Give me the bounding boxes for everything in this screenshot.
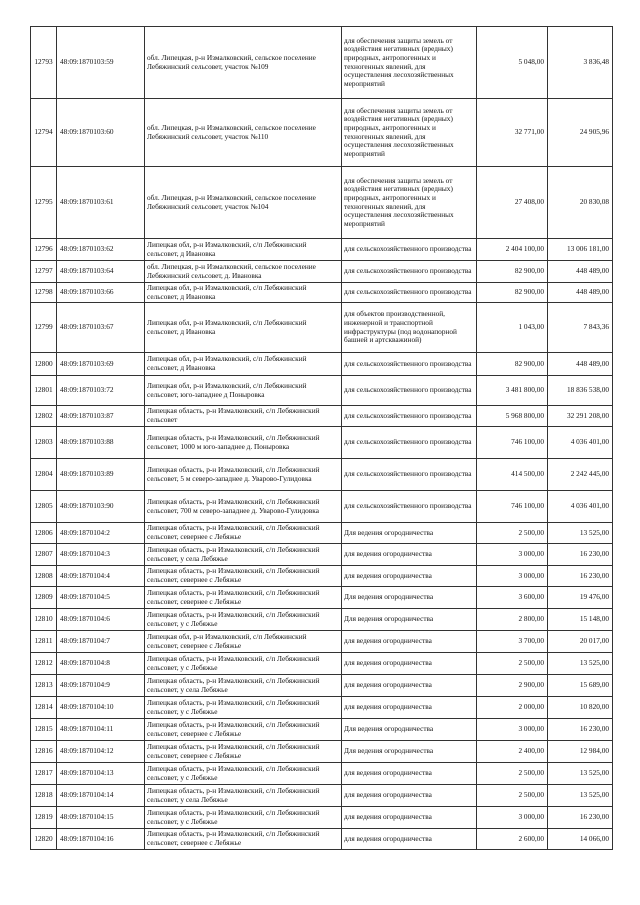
table-row	[31, 587, 613, 609]
cadastral-number: 48:09:1870104:15	[57, 807, 145, 829]
cadastral-value: 13 525,00	[548, 523, 613, 544]
permitted-use: для сельскохозяйственного производства	[342, 427, 477, 459]
table-row	[31, 491, 613, 523]
cadastral-value: 13 525,00	[548, 653, 613, 675]
row-number: 12803	[31, 427, 57, 459]
row-number: 12820	[31, 829, 57, 850]
table-row	[31, 239, 613, 261]
cadastral-value: 4 036 401,00	[548, 427, 613, 459]
table-row	[31, 763, 613, 785]
table-row	[31, 523, 613, 544]
permitted-use: Для ведения огородничества	[342, 523, 477, 544]
cadastral-number: 48:09:1870104:12	[57, 741, 145, 763]
plot-area: 2 500,00	[477, 763, 548, 785]
cadastral-number: 48:09:1870103:67	[57, 303, 145, 353]
row-number: 12801	[31, 376, 57, 406]
table-row	[31, 427, 613, 459]
plot-area: 2 404 100,00	[477, 239, 548, 261]
table-row	[31, 303, 613, 353]
permitted-use: для сельскохозяйственного производства	[342, 261, 477, 283]
cadastral-number: 48:09:1870103:69	[57, 353, 145, 376]
row-number: 12809	[31, 587, 57, 609]
permitted-use: для обеспечения защиты земель от воздействия негативных (вредных) природных, антропогенных и техногенных явлений, для осуществления лесохозяйственных мероприятий	[342, 99, 477, 167]
row-number: 12815	[31, 719, 57, 741]
plot-area: 3 000,00	[477, 807, 548, 829]
plot-address: Липецкая область, р-н Измалковский, с/п Лебяжинский сельсовет, 700 м северо-западнее д. Уварово-Гулидовка	[145, 491, 342, 523]
row-number: 12807	[31, 544, 57, 566]
plot-address: обл. Липецкая, р-н Измалковский, сельское поселение Лебяжинский сельсовет, участок №109	[145, 27, 342, 99]
plot-area: 5 048,00	[477, 27, 548, 99]
cadastral-number: 48:09:1870104:2	[57, 523, 145, 544]
plot-area: 82 900,00	[477, 283, 548, 303]
row-number: 12819	[31, 807, 57, 829]
cadastral-number: 48:09:1870104:5	[57, 587, 145, 609]
cadastral-number: 48:09:1870104:3	[57, 544, 145, 566]
cadastral-number: 48:09:1870103:88	[57, 427, 145, 459]
plot-address: Липецкая область, р-н Измалковский, с/п Лебяжинский сельсовет, севернее с Лебяжье	[145, 829, 342, 850]
permitted-use: для ведения огородничества	[342, 829, 477, 850]
cadastral-number: 48:09:1870103:64	[57, 261, 145, 283]
row-number: 12793	[31, 27, 57, 99]
table-row	[31, 261, 613, 283]
cadastral-value: 20 830,08	[548, 167, 613, 239]
table-row	[31, 675, 613, 697]
permitted-use: Для ведения огородничества	[342, 719, 477, 741]
cadastral-number: 48:09:1870104:16	[57, 829, 145, 850]
cadastral-value: 16 230,00	[548, 807, 613, 829]
table-row	[31, 283, 613, 303]
permitted-use: Для ведения огородничества	[342, 587, 477, 609]
row-number: 12812	[31, 653, 57, 675]
cadastral-value: 12 984,00	[548, 741, 613, 763]
plot-address: Липецкая область, р-н Измалковский, с/п Лебяжинский сельсовет, севернее с Лебяжье	[145, 587, 342, 609]
table-body	[31, 27, 613, 850]
plot-area: 27 408,00	[477, 167, 548, 239]
table-row	[31, 376, 613, 406]
permitted-use: для ведения огородничества	[342, 697, 477, 719]
permitted-use: для сельскохозяйственного производства	[342, 491, 477, 523]
permitted-use: для ведения огородничества	[342, 566, 477, 587]
cadastral-number: 48:09:1870103:59	[57, 27, 145, 99]
row-number: 12800	[31, 353, 57, 376]
permitted-use: Для ведения огородничества	[342, 609, 477, 631]
plot-area: 1 043,00	[477, 303, 548, 353]
table-row	[31, 829, 613, 850]
permitted-use: для ведения огородничества	[342, 785, 477, 807]
cadastral-number: 48:09:1870103:90	[57, 491, 145, 523]
row-number: 12806	[31, 523, 57, 544]
cadastral-number: 48:09:1870103:61	[57, 167, 145, 239]
plot-address: Липецкая область, р-н Измалковский, с/п Лебяжинский сельсовет, 5 м северо-западнее д. Уварово-Гулидовка	[145, 459, 342, 491]
plot-address: Липецкая область, р-н Измалковский, с/п Лебяжинский сельсовет, 1000 м юго-западнее д. Поныровка	[145, 427, 342, 459]
permitted-use: для ведения огородничества	[342, 544, 477, 566]
plot-area: 82 900,00	[477, 261, 548, 283]
row-number: 12811	[31, 631, 57, 653]
permitted-use: для сельскохозяйственного производства	[342, 353, 477, 376]
cadastral-value: 13 006 181,00	[548, 239, 613, 261]
cadastral-value: 13 525,00	[548, 763, 613, 785]
cadastral-number: 48:09:1870103:66	[57, 283, 145, 303]
table-row	[31, 653, 613, 675]
cadastral-value: 448 489,00	[548, 261, 613, 283]
table-row	[31, 631, 613, 653]
cadastral-number: 48:09:1870104:8	[57, 653, 145, 675]
table-row	[31, 719, 613, 741]
row-number: 12799	[31, 303, 57, 353]
cadastral-number: 48:09:1870104:9	[57, 675, 145, 697]
plot-area: 82 900,00	[477, 353, 548, 376]
permitted-use: для сельскохозяйственного производства	[342, 406, 477, 427]
plot-address: Липецкая обл, р-н Измалковский, с/п Лебяжинский сельсовет, д Ивановка	[145, 239, 342, 261]
permitted-use: для сельскохозяйственного производства	[342, 239, 477, 261]
table-row	[31, 459, 613, 491]
permitted-use: для сельскохозяйственного производства	[342, 283, 477, 303]
plot-area: 746 100,00	[477, 427, 548, 459]
plot-address: Липецкая область, р-н Измалковский, с/п Лебяжинский сельсовет, севернее с Лебяжье	[145, 719, 342, 741]
row-number: 12816	[31, 741, 57, 763]
cadastral-value: 13 525,00	[548, 785, 613, 807]
table-row	[31, 27, 613, 99]
row-number: 12804	[31, 459, 57, 491]
cadastral-value: 10 820,00	[548, 697, 613, 719]
row-number: 12802	[31, 406, 57, 427]
row-number: 12813	[31, 675, 57, 697]
cadastral-value: 16 230,00	[548, 544, 613, 566]
plot-address: Липецкая область, р-н Измалковский, с/п Лебяжинский сельсовет, у с Лебяжье	[145, 763, 342, 785]
cadastral-value: 7 843,36	[548, 303, 613, 353]
plot-area: 3 600,00	[477, 587, 548, 609]
plot-address: Липецкая область, р-н Измалковский, с/п Лебяжинский сельсовет, у села Лебяжье	[145, 544, 342, 566]
plot-area: 2 500,00	[477, 785, 548, 807]
cadastral-number: 48:09:1870104:14	[57, 785, 145, 807]
permitted-use: Для ведения огородничества	[342, 741, 477, 763]
plot-address: Липецкая обл, р-н Измалковский, с/п Лебяжинский сельсовет, севернее с Лебяжье	[145, 631, 342, 653]
cadastral-number: 48:09:1870103:87	[57, 406, 145, 427]
plot-area: 3 000,00	[477, 566, 548, 587]
plot-address: Липецкая область, р-н Измалковский, с/п Лебяжинский сельсовет, у села Лебяжье	[145, 675, 342, 697]
plot-address: обл. Липецкая, р-н Измалковский, сельское поселение Лебяжинский сельсовет, участок №110	[145, 99, 342, 167]
permitted-use: для обеспечения защиты земель от воздействия негативных (вредных) природных, антропогенных и техногенных явлений, для осуществления лесохозяйственных мероприятий	[342, 27, 477, 99]
plot-area: 3 000,00	[477, 719, 548, 741]
cadastral-value: 14 066,00	[548, 829, 613, 850]
table-row	[31, 406, 613, 427]
plot-address: Липецкая область, р-н Измалковский, с/п Лебяжинский сельсовет	[145, 406, 342, 427]
plot-area: 414 500,00	[477, 459, 548, 491]
plot-address: Липецкая обл, р-н Измалковский, с/п Лебяжинский сельсовет, д Ивановка	[145, 353, 342, 376]
plot-address: Липецкая область, р-н Измалковский, с/п Лебяжинский сельсовет, севернее с Лебяжье	[145, 741, 342, 763]
row-number: 12818	[31, 785, 57, 807]
plot-area: 3 000,00	[477, 544, 548, 566]
plot-area: 2 000,00	[477, 697, 548, 719]
permitted-use: для сельскохозяйственного производства	[342, 376, 477, 406]
plot-address: Липецкая область, р-н Измалковский, с/п Лебяжинский сельсовет, у с Лебяжье	[145, 697, 342, 719]
row-number: 12794	[31, 99, 57, 167]
row-number: 12810	[31, 609, 57, 631]
permitted-use: для ведения огородничества	[342, 653, 477, 675]
cadastral-number: 48:09:1870104:11	[57, 719, 145, 741]
cadastral-number: 48:09:1870103:60	[57, 99, 145, 167]
plot-area: 2 600,00	[477, 829, 548, 850]
cadastral-value: 448 489,00	[548, 283, 613, 303]
plot-area: 3 700,00	[477, 631, 548, 653]
permitted-use: для объектов производственной, инженерной и транспортной инфраструктуры (под водонапорной башней и артскважиной)	[342, 303, 477, 353]
table-row	[31, 566, 613, 587]
cadastral-value: 20 017,00	[548, 631, 613, 653]
land-plots-table	[30, 26, 613, 850]
cadastral-number: 48:09:1870104:10	[57, 697, 145, 719]
cadastral-value: 4 036 401,00	[548, 491, 613, 523]
cadastral-value: 15 689,00	[548, 675, 613, 697]
plot-address: Липецкая область, р-н Измалковский, с/п Лебяжинский сельсовет, у с Лебяжье	[145, 807, 342, 829]
plot-area: 5 968 800,00	[477, 406, 548, 427]
plot-address: Липецкая обл, р-н Измалковский, с/п Лебяжинский сельсовет, д Ивановка	[145, 303, 342, 353]
cadastral-value: 448 489,00	[548, 353, 613, 376]
plot-area: 746 100,00	[477, 491, 548, 523]
cadastral-value: 15 148,00	[548, 609, 613, 631]
cadastral-number: 48:09:1870103:62	[57, 239, 145, 261]
cadastral-number: 48:09:1870104:7	[57, 631, 145, 653]
plot-address: Липецкая область, р-н Измалковский, с/п Лебяжинский сельсовет, у с Лебяжье	[145, 609, 342, 631]
plot-area: 2 400,00	[477, 741, 548, 763]
row-number: 12814	[31, 697, 57, 719]
row-number: 12795	[31, 167, 57, 239]
table-row	[31, 353, 613, 376]
permitted-use: для ведения огородничества	[342, 675, 477, 697]
plot-area: 2 500,00	[477, 523, 548, 544]
plot-address: обл. Липецкая, р-н Измалковский, сельское поселение Лебяжинский сельсовет, участок №104	[145, 167, 342, 239]
plot-area: 2 800,00	[477, 609, 548, 631]
cadastral-value: 18 836 538,00	[548, 376, 613, 406]
plot-area: 2 500,00	[477, 653, 548, 675]
plot-area: 3 481 800,00	[477, 376, 548, 406]
cadastral-value: 16 230,00	[548, 719, 613, 741]
table-row	[31, 697, 613, 719]
table-row	[31, 785, 613, 807]
cadastral-value: 16 230,00	[548, 566, 613, 587]
plot-address: Липецкая область, р-н Измалковский, с/п Лебяжинский сельсовет, у села Лебяжье	[145, 785, 342, 807]
cadastral-value: 24 905,96	[548, 99, 613, 167]
plot-area: 32 771,00	[477, 99, 548, 167]
permitted-use: для сельскохозяйственного производства	[342, 459, 477, 491]
cadastral-value: 2 242 445,00	[548, 459, 613, 491]
plot-address: Липецкая область, р-н Измалковский, с/п Лебяжинский сельсовет, севернее с Лебяжье	[145, 566, 342, 587]
land-registry-sheet	[30, 26, 612, 850]
row-number: 12805	[31, 491, 57, 523]
row-number: 12797	[31, 261, 57, 283]
plot-address: Липецкая область, р-н Измалковский, с/п Лебяжинский сельсовет, севернее с Лебяжье	[145, 523, 342, 544]
table-row	[31, 807, 613, 829]
cadastral-number: 48:09:1870103:72	[57, 376, 145, 406]
cadastral-number: 48:09:1870103:89	[57, 459, 145, 491]
plot-address: обл. Липецкая, р-н Измалковский, сельское поселение Лебяжинский сельсовет, д. Ивановка	[145, 261, 342, 283]
cadastral-number: 48:09:1870104:4	[57, 566, 145, 587]
cadastral-number: 48:09:1870104:6	[57, 609, 145, 631]
permitted-use: для ведения огородничества	[342, 807, 477, 829]
permitted-use: для обеспечения защиты земель от воздействия негативных (вредных) природных, антропогенных и техногенных явлений, для осуществления лесохозяйственных мероприятий	[342, 167, 477, 239]
permitted-use: для ведения огородничества	[342, 631, 477, 653]
table-row	[31, 167, 613, 239]
plot-address: Липецкая обл, р-н Измалковский, с/п Лебяжинский сельсовет, д Ивановка	[145, 283, 342, 303]
cadastral-value: 32 291 208,00	[548, 406, 613, 427]
table-row	[31, 741, 613, 763]
row-number: 12817	[31, 763, 57, 785]
table-row	[31, 99, 613, 167]
permitted-use: для ведения огородничества	[342, 763, 477, 785]
cadastral-value: 3 836,48	[548, 27, 613, 99]
cadastral-number: 48:09:1870104:13	[57, 763, 145, 785]
row-number: 12798	[31, 283, 57, 303]
table-row	[31, 609, 613, 631]
row-number: 12808	[31, 566, 57, 587]
table-row	[31, 544, 613, 566]
cadastral-value: 19 476,00	[548, 587, 613, 609]
plot-address: Липецкая обл, р-н Измалковский, с/п Лебяжинский сельсовет, юго-западнее д Поныровка	[145, 376, 342, 406]
plot-area: 2 900,00	[477, 675, 548, 697]
row-number: 12796	[31, 239, 57, 261]
plot-address: Липецкая область, р-н Измалковский, с/п Лебяжинский сельсовет, у с Лебяжье	[145, 653, 342, 675]
